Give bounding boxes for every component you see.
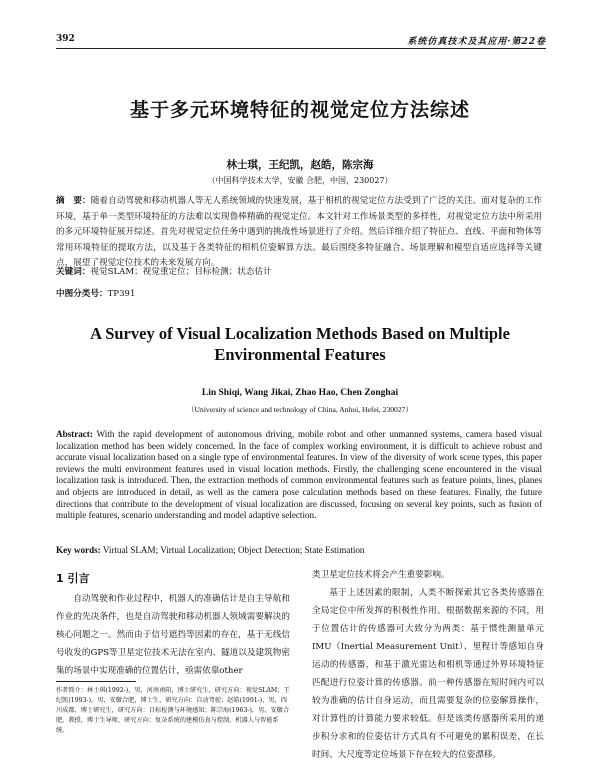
keywords-en-text: Virtual SLAM; Virtual Localization; Object Detection; State Estimation — [102, 545, 365, 555]
journal-header: 系统仿真技术及其应用·第22卷 — [407, 37, 546, 47]
affiliation-cn: （中国科学技术大学，安徽 合肥，中国，230027） — [207, 176, 393, 185]
abstract-cn-text: 随着自动驾驶和移动机器人等无人系统领域的快速发展，基于相机的视觉定位方法受到了广泛的关注。面对复杂的工作环境，基于单一类型环境特征的方法难以实现鲁棒精确的视觉定位。本文针对工作场景类型的多样性，对视觉定位方法中所采用的多元环境特征展开综述。首先对视觉定位任务中遇到的挑战性场景进行了介绍。然后详细介绍了特征点、直线、平面和物体等常用环境特征的提取方法，以及基于各类特征的相机位姿解算方法。最后围绕多特征融合、场景理解和模型自适应选择等关键点，展望了视觉定位技术的未来发展方向。 — [56, 196, 542, 268]
author-footnote: 作者简介：林士琪(1992-)，男，河南南阳，博士研究生，研究方向：视觉SLAM；王纪凯(1993-)，男，安徽合肥，博士生，研究方向：自动驾驶；赵皓(1991-)，男，四川成都，博士研究生，研究方向：目标检测与环境感知；陈宗海(1963-)，男，安徽合肥，教授，博士生导师，研究方向：复杂系统的建模仿真与控制、机器人与智能系统。 — [56, 687, 290, 734]
body-column-left — [56, 590, 290, 680]
authors-en: Lin Shiqi, Wang Jikai, Zhao Hao, Chen Zonghai — [201, 388, 399, 398]
body-column-right — [312, 566, 544, 764]
keywords-cn — [56, 265, 542, 277]
keywords-cn-text: 视觉SLAM；视觉重定位；目标检测；状态估计 — [90, 267, 272, 277]
abstract-cn-label: 摘 要： — [56, 196, 91, 206]
header-rule — [56, 48, 546, 49]
keywords-en — [56, 545, 542, 555]
body-paragraph: 自动驾驶和作业过程中，机器人的准确估计是自主导航和作业的先决条件，也是自动驾驶和移动机器人领域需要解决的核心问题之一。然而由于信号遮挡等因素的存在，基于无线信号收发的GPS等卫星定位技术无法在室内、隧道以及建筑物密集的场景中实现准确的位置估计，亟需依靠other — [56, 594, 290, 676]
paper-title-en: A Survey of Visual Localization Methods Based on Multiple Environmental Features — [90, 324, 510, 364]
classification-cn-text: TP391 — [107, 289, 136, 299]
keywords-cn-label: 关键词： — [56, 267, 91, 277]
abstract-en-text: With the rapid development of autonomous driving, mobile robot and other unmanned systems, camera based visual localization method has been widely concerned. In the face of complex working environment, it is difficult to achieve robust and accurate visual localization based on a single type of environmental features. In view of the diversity of work scene types, this paper reviews the multi environment features used in visual location methods. Firstly, the challenging scene encountered in the visual localization task is introduced. Then, the extraction methods of common environmental features such as feature points, lines, planes and objects are introduced in detail, as well as the camera pose calculation methods based on these features. Finally, the future directions that contribute to the development of visual localization are discussed, focusing on several key points, such as fusion of multiple features, scenario understanding and model adaptive selection. — [56, 429, 543, 521]
abstract-en-label: Abstract: — [56, 429, 93, 439]
abstract-en — [56, 429, 542, 522]
body-paragraph: 类卫星定位技术将会产生重要影响。 — [312, 570, 450, 580]
classification-cn — [56, 287, 542, 299]
abstract-cn — [56, 194, 542, 272]
section-heading-intro: 1 引言 — [56, 572, 90, 585]
keywords-en-label: Key words: — [56, 545, 101, 555]
affiliation-en: （University of science and technology of China, Anhui, Hefei, 230027） — [186, 405, 414, 414]
authors-cn: 林士琪，王纪凯，赵皓，陈宗海 — [226, 159, 374, 171]
body-paragraph: 基于上述因素的限制，人类不断探索其它各类传感器在全局定位中所发挥的积极性作用。根据数据来源的不同，用于位置估计的传感器可大致分为两类：基于惯性测量单元IMU（Inertial Measurement Unit）、里程计等感知自身运动的传感器，和基于激光雷达和相机等通过外界环境特征匹配进行位姿计算的传感器。前一种传感器在短时间内可以较为准确的估计自身运动，而且需要复杂的位姿解算操作，对计算性的计算能力要求较低。但是该类传感器所采用的递步积分求和的位姿估计方式具有不可避免的累积误差，在长时间、大尺度等定位场景下存在较大的位姿漂移。 — [312, 588, 544, 760]
footnote-rule — [56, 681, 136, 682]
page-number: 392 — [56, 34, 75, 44]
paper-title-cn: 基于多元环境特征的视觉定位方法综述 — [129, 99, 470, 121]
classification-cn-label: 中图分类号： — [56, 289, 108, 299]
